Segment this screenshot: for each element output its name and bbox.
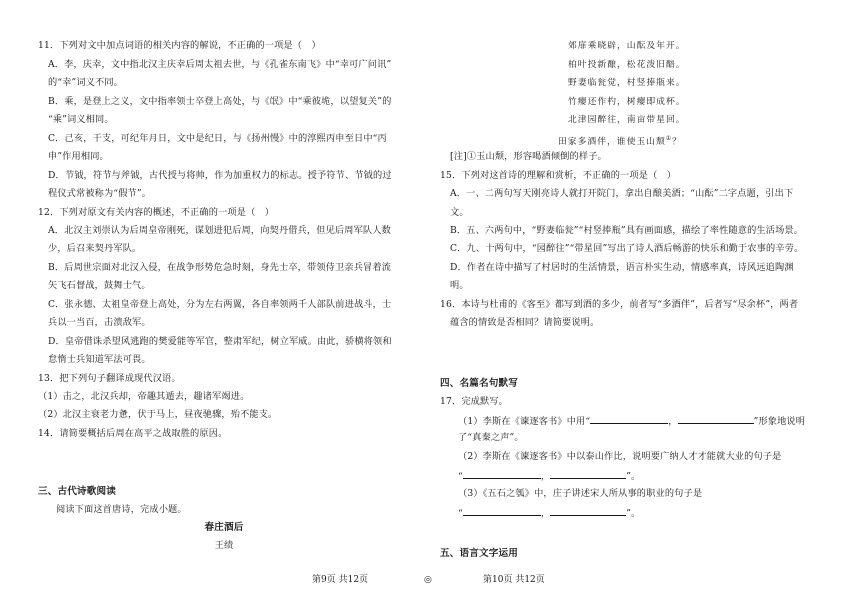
q13-sentence-1: （1）击之，北汉兵却，帝趣其遁去，趣诸军竭进。 [38, 391, 250, 402]
q11-option-a-cont: 的“幸”词义不同。 [48, 77, 124, 88]
q17-3-blank-b[interactable] [550, 506, 626, 516]
q13-sentence-2: （2）北汉主衰老力惫，伏于马上，昼夜驰骤，殆不能支。 [38, 409, 278, 420]
poem-line-3: 野妻临瓮觉，村竖捧瓶来。 [568, 78, 686, 88]
q15-option-d: D．作者在诗中描写了村居时的生活情景，语言朴实生动，情感率真，诗风远追陶渊 [450, 262, 794, 273]
q11-option-b: B．乘，是登上之义，文中指率领士卒登上高处，与《氓》中“乘彼垝，以望复关”的 [48, 96, 392, 107]
q11-option-b-cont: “乘”词义相同。 [48, 114, 114, 125]
q11-stem: 11．下列对文中加点词语的相关内容的解说，不正确的一项是（ ） [38, 40, 321, 51]
q11-option-c: C．己亥，干支，可纪年月日，文中是纪日，与《扬州慢》中的淳熙丙申至日中“丙 [48, 133, 387, 144]
q17-item-1: （1）李斯在《谏逐客书》中用“ ， ”形象地说明 [458, 416, 806, 427]
q12-option-c-cont: 兵以一当百，击溃敌军。 [48, 317, 151, 328]
q11-option-d: D．节钺，符节与斧钺，古代授与将帅，作为加重权力的标志。授予符节、节钺的过 [48, 170, 392, 181]
q15-option-b: B．五、六两句中，“野妻临瓮”“村竖捧瓶”具有画面感，描绘了率性随意的生活场景。 [450, 225, 804, 236]
section-4-heading: 四、名篇名句默写 [440, 378, 518, 389]
poem-note-marker: ① [665, 135, 673, 142]
q14-stem: 14．请简要概括后周在高平之战取胜的原因。 [38, 428, 228, 439]
q15-option-a-cont: 文。 [450, 207, 469, 218]
q17-3-blank-a[interactable] [463, 506, 541, 516]
poem-line-2: 柏叶投新酿，松花泼旧醅。 [568, 60, 686, 70]
q17-2-blank-b[interactable] [550, 469, 626, 479]
q17-2-blank-a[interactable] [463, 469, 541, 479]
q17-1-blank-a[interactable] [590, 414, 668, 424]
footer-right-page-number: 第10页 共12页 [483, 575, 545, 585]
poem-line-1: 郊扉乘晓辟，山酝及年开。 [568, 41, 686, 51]
poem-note: [注]①玉山颓，形容喝酒倾倒的样子。 [450, 151, 607, 162]
q12-option-b-cont: 矢飞石督战，鼓舞士气。 [48, 280, 151, 291]
q15-option-a: A．一、二两句写天刚亮诗人就打开院门，拿出自酿美酒；“山酝”二字点题，引出下 [450, 188, 794, 199]
q12-option-a-cont: 少，后召来契丹军队。 [48, 243, 142, 254]
q17-stem: 17．完成默写。 [440, 396, 509, 407]
q15-option-d-cont: 明。 [450, 280, 469, 291]
q15-option-c: C．九、十两句中，“园醉往”“带星回”写出了诗人酒后畅游的快乐和勤于农事的辛劳。 [450, 243, 804, 254]
poem-line-6: 田家多酒伴，谁使玉山颓①？ [558, 135, 682, 147]
section-3-intro: 阅读下面这首唐诗，完成小题。 [56, 504, 187, 515]
poem-title: 春庄酒后 [204, 522, 244, 533]
footer-left-page-number: 第9页 共12页 [312, 575, 369, 585]
q17-item-1-cont: 了“真秦之声”。 [458, 432, 524, 443]
poem-author: 王绩 [214, 540, 234, 551]
q11-option-a: A．李，庆幸，文中指北汉主庆幸后周太祖去世，与《孔雀东南飞》中“幸可广问讯” [48, 59, 392, 70]
q12-stem: 12．下列对原文有关内容的概述，不正确的一项是（ ） [38, 207, 275, 218]
q17-1-blank-b[interactable] [678, 414, 754, 424]
q11-option-c-cont: 申”作用相同。 [48, 151, 109, 162]
poem-line-5: 北津园醉往，南亩带星回。 [568, 115, 686, 125]
q11-option-d-cont: 程仪式常被称为“假节”。 [48, 188, 152, 199]
q12-option-b: B．后周世宗面对北汉入侵，在战争形势危急时刻，身先士卒，带领侍卫亲兵冒着流 [48, 262, 392, 273]
q12-option-c: C．张永德、太祖皇帝登上高处，分为左右两翼，各自率领两千人部队前进战斗，士 [48, 299, 392, 310]
q17-item-2: （2）李斯在《谏逐客书》中以泰山作比，说明要广纳人才才能就大业的句子是 [458, 451, 782, 462]
q15-stem: 15．下列对这首诗的理解和赏析，不正确的一项是（ ） [440, 170, 677, 181]
q17-item-3: （3）《五石之瓠》中，庄子讲述宋人所从事的职业的句子是 [458, 488, 703, 499]
q17-item-3-blanks: “ ， ”。 [458, 508, 641, 519]
section-3-heading: 三、古代诗歌阅读 [38, 486, 116, 497]
q16-stem-cont: 蕴含的情致是否相同？请简要说明。 [450, 317, 600, 328]
q13-stem: 13．把下列句子翻译成现代汉语。 [38, 373, 181, 384]
binding-mark-icon: ◎ [424, 575, 432, 585]
q17-item-2-blanks: “ ， ”。 [458, 471, 641, 482]
poem-line-4: 竹瘿还作杓，树瘿即成杯。 [568, 97, 686, 107]
q12-option-d-cont: 怠惰士兵知道军法可畏。 [48, 354, 151, 365]
section-5-heading: 五、语言文字运用 [440, 548, 518, 559]
q12-option-d: D．皇帝借诛杀望风逃跑的樊爱能等军官，整肃军纪，树立军威。由此，骄横将领和 [48, 336, 392, 347]
q16-stem: 16．本诗与杜甫的《客至》都写到酒的多少，前者写“多酒伴”，后者写“尽余杯”，两者 [440, 299, 799, 310]
q12-option-a: A．北汉主刘崇认为后周皇帝刚死，谋划进犯后周，向契丹借兵，但见后周军队人数 [48, 225, 391, 236]
